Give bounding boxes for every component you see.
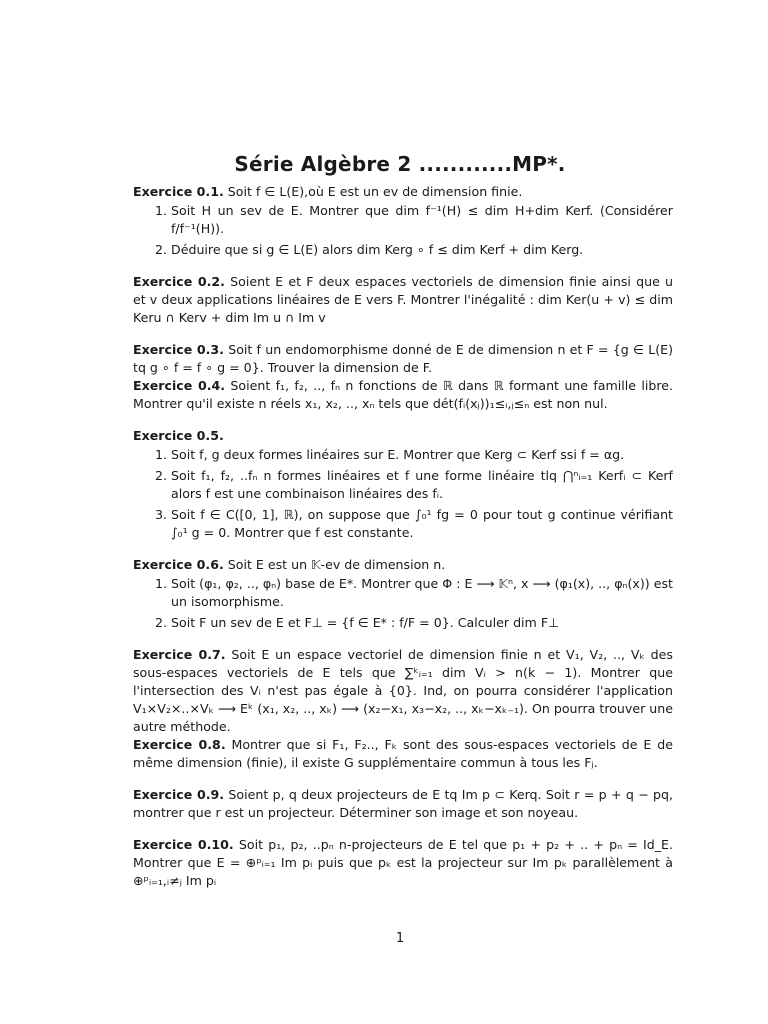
exercise-item: 1. Soit f, g deux formes linéaires sur E. Montrer que Kerg ⊂ Kerf ssi f = αg. [171,446,673,464]
exercise-0-3 [133,341,673,377]
exercise-item: 2. Soit f₁, f₂, ..fₙ n formes linéaires et f une forme linéaire tlq ⋂ⁿᵢ₌₁ Kerfᵢ ⊂ Kerf alors f est une combinaison linéaires des fᵢ. [171,467,673,503]
exercise-0-8 [133,736,673,772]
exercise-label: Exercice 0.5. [133,428,224,443]
exercise-list [133,183,673,904]
exercise-text: Soient p, q deux projecteurs de E tq Im p ⊂ Kerq. Soit r = p + q − pq, montrer que r est un projecteur. Déterminer son image et son noyeau. [133,787,674,820]
exercise-text: Soient f₁, f₂, .., fₙ n fonctions de ℝ dans ℝ formant une famille libre. Montrer qu'il existe n réels x₁, x₂, .., xₙ tels que dét(fᵢ(xⱼ))₁≤ᵢ,ⱼ≤ₙ est non nul. [133,378,673,411]
exercise-0-6 [133,556,673,632]
exercise-item: 1. Soit H un sev de E. Montrer que dim f⁻¹(H) ≤ dim H+dim Kerf. (Considérer f/f⁻¹(H)). [171,202,673,238]
exercise-0-10 [133,836,673,890]
exercise-item: 2. Soit F un sev de E et F⊥ = {f ∈ E* : f/F = 0}. Calculer dim F⊥ [171,614,673,632]
exercise-label: Exercice 0.6. [133,557,224,572]
exercise-label: Exercice 0.9. [133,787,225,802]
exercise-label: Exercice 0.8. [133,737,226,752]
exercise-text: Soit f ∈ L(E),où E est un ev de dimension finie. [227,184,523,199]
exercise-text: Soit f un endomorphisme donné de E de dimension n et F = {g ∈ L(E) tq g ∘ f = f ∘ g = 0}. Trouver la dimension de F. [133,342,674,375]
exercise-text: Soit E est un 𝕂-ev de dimension n. [227,557,446,572]
exercise-label: Exercice 0.7. [133,647,226,662]
exercise-label: Exercice 0.4. [133,378,226,393]
exercise-0-5 [133,427,673,542]
exercise-items [133,575,673,632]
exercise-items [133,202,673,259]
exercise-0-7 [133,646,673,736]
page-number: 1 [395,931,405,946]
exercise-label: Exercice 0.2. [133,274,225,289]
exercise-0-1 [133,183,673,259]
exercise-0-2 [133,273,673,327]
exercise-item: 1. Soit (φ₁, φ₂, .., φₙ) base de E*. Montrer que Φ : E ⟶ 𝕂ⁿ, x ⟶ (φ₁(x), .., φₙ(x)) est un isomorphisme. [171,575,673,611]
page-title: Série Algèbre 2 ............MP*. [234,152,566,176]
exercise-text: Montrer que si F₁, F₂.., Fₖ sont des sous-espaces vectoriels de E de même dimension (finie), il existe G supplémentaire commun à tous les Fⱼ. [133,737,673,770]
exercise-label: Exercice 0.10. [133,837,234,852]
exercise-text: Soit p₁, p₂, ..pₙ n-projecteurs de E tel que p₁ + p₂ + .. + pₙ = Id_E. Montrer que E = ⊕ᵖᵢ₌₁ Im pᵢ puis que pₖ est la projecteur sur Im pₖ parallèlement à ⊕ᵖᵢ₌₁,ᵢ≠ⱼ Im pᵢ [133,837,673,888]
exercise-label: Exercice 0.1. [133,184,224,199]
exercise-text: Soit E un espace vectoriel de dimension finie n et V₁, V₂, .., Vₖ des sous-espaces vectoriels de E tels que ∑ᵏᵢ₌₁ dim Vᵢ > n(k − 1). Montrer que l'intersection des Vᵢ n'est pas égale à {0}. Ind, on pourra considérer l'application V₁×V₂×..×Vₖ ⟶ Eᵏ (x₁, x₂, .., xₖ) ⟶ (x₂−x₁, x₃−x₂, .., xₖ−xₖ₋₁). On pourra trouver une autre méthode. [133,647,673,734]
exercise-0-4 [133,377,673,413]
exercise-item: 3. Soit f ∈ C([0, 1], ℝ), on suppose que ∫₀¹ fg = 0 pour tout g continue vérifiant ∫₀¹ g = 0. Montrer que f est constante. [171,506,673,542]
exercise-items [133,446,673,542]
exercise-label: Exercice 0.3. [133,342,224,357]
exercise-item: 2. Déduire que si g ∈ L(E) alors dim Kerg ∘ f ≤ dim Kerf + dim Kerg. [171,241,673,259]
exercise-0-9 [133,786,673,822]
exercise-text: Soient E et F deux espaces vectoriels de dimension finie ainsi que u et v deux applications linéaires de E vers F. Montrer l'inégalité : dim Ker(u + v) ≤ dim Keru ∩ Kerv + dim Im u ∩ Im v [133,274,673,325]
